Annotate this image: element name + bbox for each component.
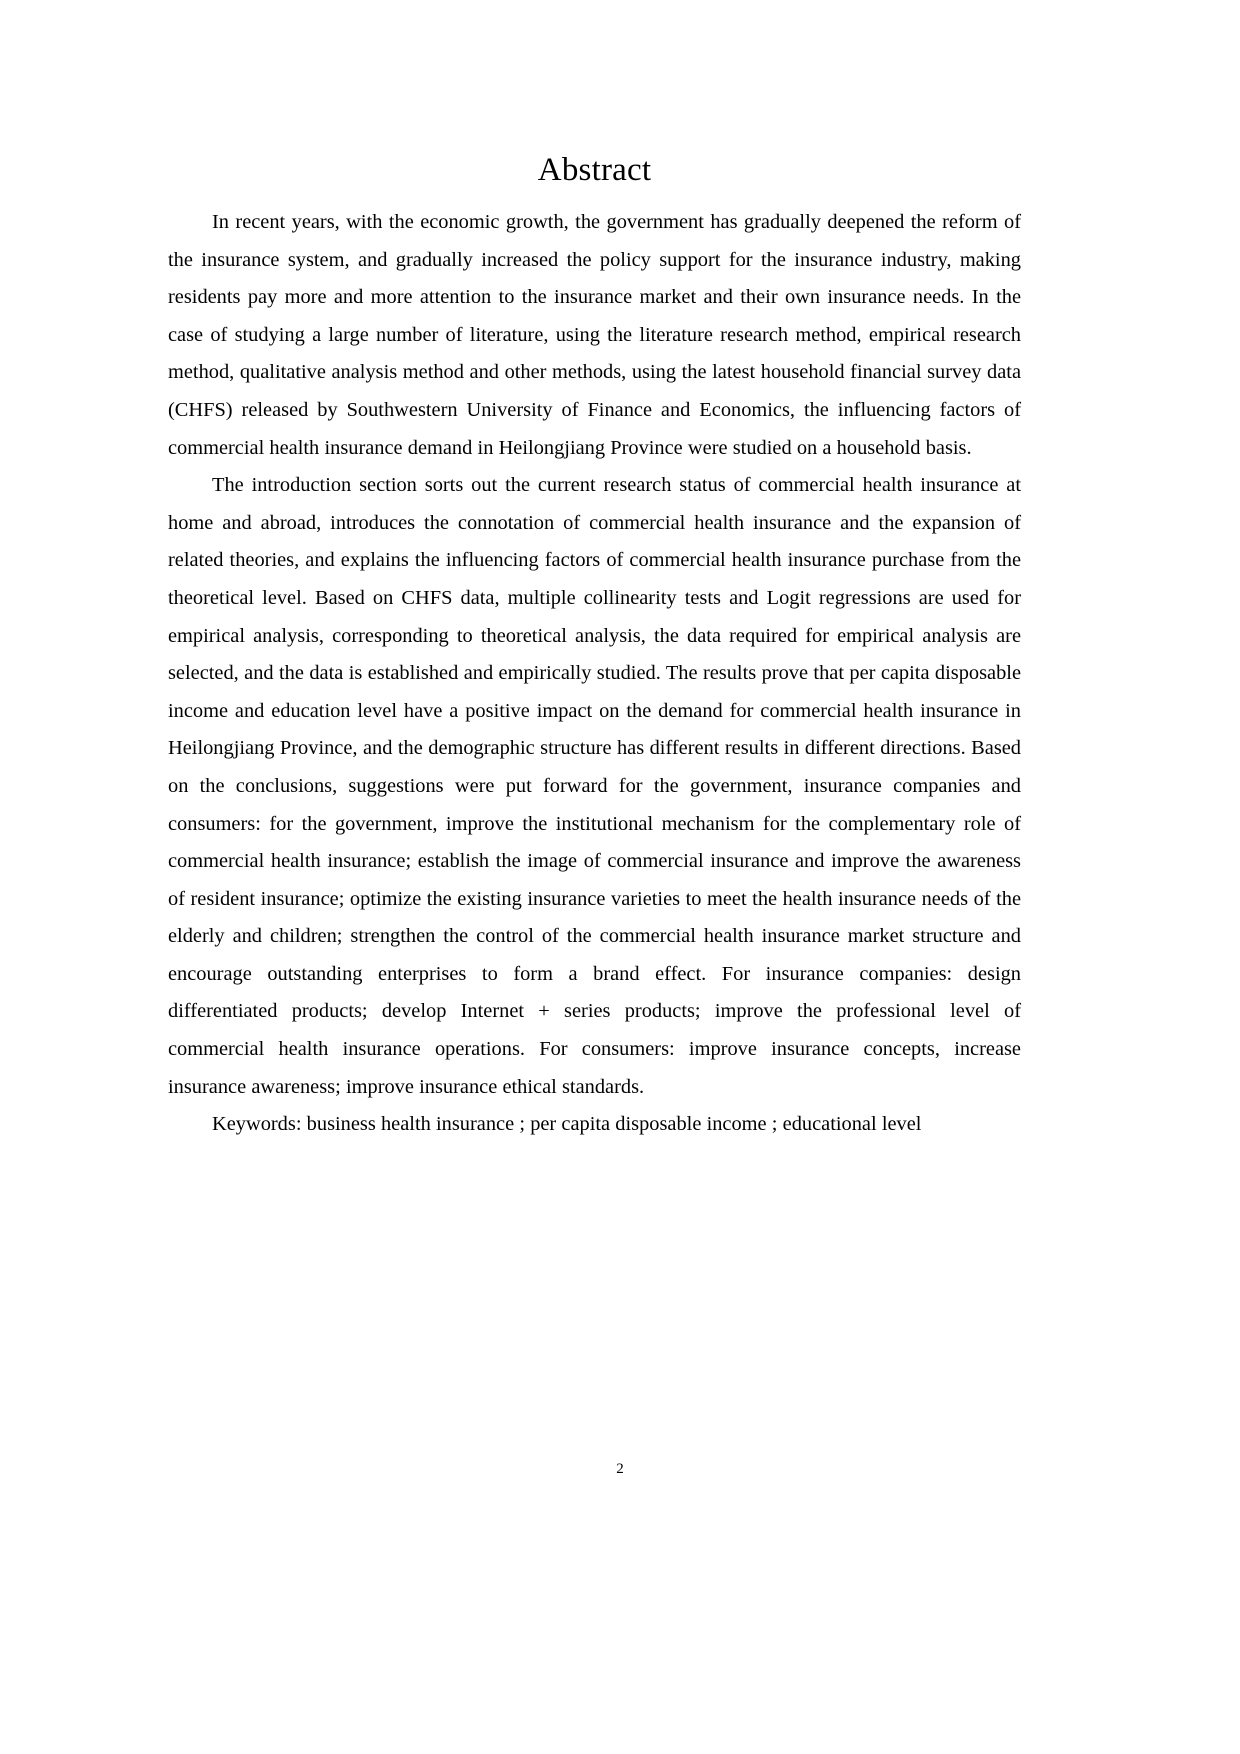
page-content [168, 148, 1021, 1144]
abstract-paragraph-2: The introduction section sorts out the current research status of commercial health insurance at home and abroad, introduces the connotation of commercial health insurance and the expansion of related theories, and explains the influencing factors of commercial health insurance purchase from the theoretical level. Based on CHFS data, multiple collinearity tests and Logit regressions are used for empirical analysis, corresponding to theoretical analysis, the data required for empirical analysis are selected, and the data is established and empirically studied. The results prove that per capita disposable income and education level have a positive impact on the demand for commercial health insurance in Heilongjiang Province, and the demographic structure has different results in different directions. Based on the conclusions, suggestions were put forward for the government, insurance companies and consumers: for the government, improve the institutional mechanism for the complementary role of commercial health insurance; establish the image of commercial insurance and improve the awareness of resident insurance; optimize the existing insurance varieties to meet the health insurance needs of the elderly and children; strengthen the control of the commercial health insurance market structure and encourage outstanding enterprises to form a brand effect. For insurance companies: design differentiated products; develop Internet + series products; improve the professional level of commercial health insurance operations. For consumers: improve insurance concepts, increase insurance awareness; improve insurance ethical standards. [168, 474, 1021, 1098]
page-number: 2 [616, 1461, 624, 1477]
keywords-paragraph: Keywords: business health insurance ; per capita disposable income ; educational level [212, 1113, 922, 1136]
abstract-paragraph-1: In recent years, with the economic growth, the government has gradually deepened the reform of the insurance system, and gradually increased the policy support for the insurance industry, making residents pay more and more attention to the insurance market and their own insurance needs. In the case of studying a large number of literature, using the literature research method, empirical research method, qualitative analysis method and other methods, using the latest household financial survey data (CHFS) released by Southwestern University of Finance and Economics, the influencing factors of commercial health insurance demand in Heilongjiang Province were studied on a household basis. [168, 211, 1021, 459]
page-title: Abstract [537, 152, 652, 188]
